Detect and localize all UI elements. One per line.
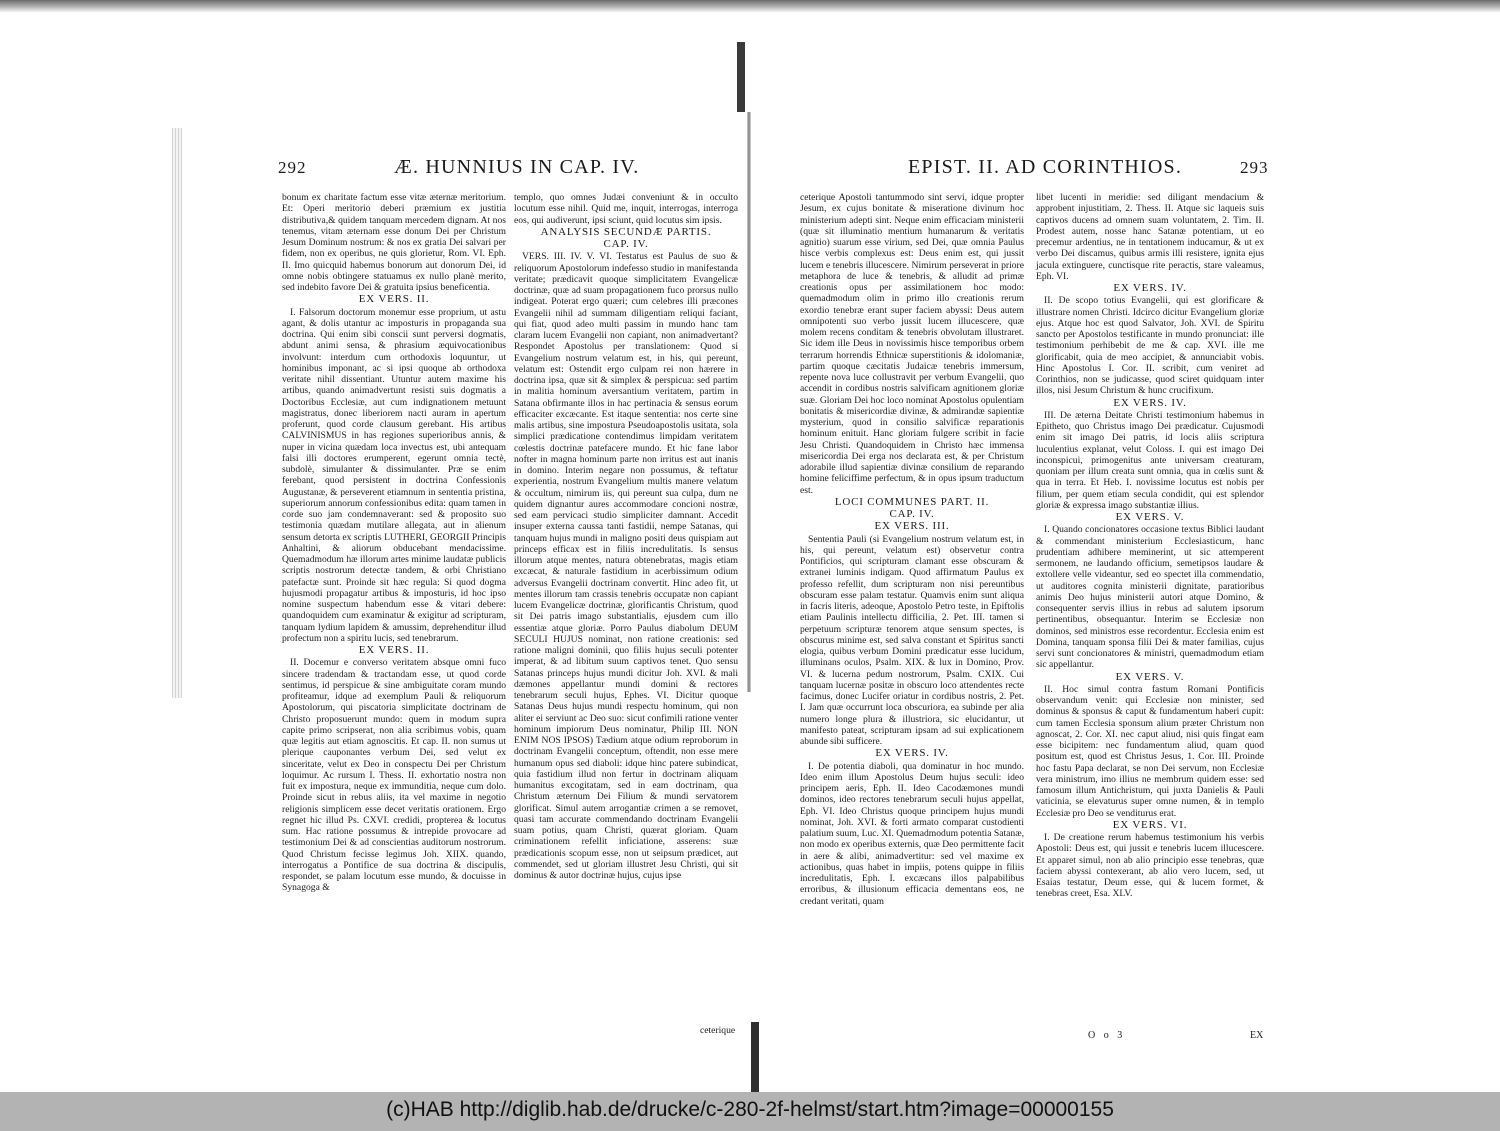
left-column-b xyxy=(514,192,738,881)
gutter-shadow-top xyxy=(737,42,745,112)
body-paragraph: I. De potentia diaboli, qua dominatur in hoc mundo. Ideo enim illum Apostolus Deum hujus seculi: ideo principem aeris, Eph. II. Ideo Cacodæmones mundi dominos, ideo rectores tenebrarum seculi hujus appellat, Eph. VI. Ideo Christus quoque principem hujus mundi nominat, Joh. XVI. & forti armato comparat custodienti palatium suum, Luc. XI. Quemadmodum potentia Satanæ, non modo ex operibus externis, quæ Deo permittente facit in aere & alibi, animadvertitur: sed vel maxime ex actionibus, quas habet in impiis, potens quippe in filiis incredulitatis, Eph. I. excæcans illos palpabilibus erroribus, & illusionum efficacia dementans eos, ne credant veritati, quam xyxy=(800,760,1024,907)
gutter-fold xyxy=(747,112,751,692)
left-page-number: 292 xyxy=(278,158,307,177)
section-heading: EX VERS. II. xyxy=(358,293,430,306)
section-heading: EX VERS. II. xyxy=(358,644,430,656)
left-running-head: Æ. HUNNIUS IN CAP. IV. xyxy=(394,156,640,178)
right-page-header xyxy=(800,140,1269,180)
right-running-head: EPIST. II. AD CORINTHIOS. xyxy=(908,156,1183,178)
right-catchword: EX xyxy=(1250,1030,1264,1041)
section-heading: CAP. IV. xyxy=(889,508,935,520)
body-paragraph: I. Quando concionatores occasione textus Biblici laudant & commendant ministerium Ecclesiasticum, hanc prudentiam adhibere meminerint, ut sic attemperent sermonem, ne laudando officium, semetipsos laudare & extollere velle videantur, sed eo spectet illa commendatio, ut auditores cognita ministerii dignitate, paratioribus animis Deo hujus ministerii autori atque Domino, & consequenter servis illius in rebus ad salutem ipsorum pertinentibus, obsequantur. Interim se Ecclesiæ non dominos, sed ministros esse recordentur. Ecclesia enim est Domina, tanquam sponsa filii Dei & mater familias, cujus servi sunt concionatores & ministri, quemadmodum etiam sic appellantur. xyxy=(1036,524,1264,671)
body-paragraph: Sententia Pauli (si Evangelium nostrum velatum est, in his, qui pereunt, velatum est) observetur contra Pontificios, qui scripturam clamant esse obscuram & extranei luminis indigam. Quod affirmatum Paulus ex professo refellit, dum scripturam non nisi pereuntibus obscuram esse palam testatur. Quamvis enim sunt aliqua in facris literis, adeoque, Apostolo Petro teste, in Epiftolis etiam Paulinis intellectu difficilia, 2. Pet. III. tamen si perpetuum scripturæ tenorem atque sensum spectes, is obscurus minime est, sed salva constant et Spiritus sancti elogia, quibus verbum Domini prædicatur esse lucidum, illuminans oculos, Psalm. XIX. & lux in Domino, Prov. VI. & lucerna pedum nostrorum, Psalm. CXIX. Cui tanquam lucernæ positæ in obscuro loco attendentes recte facimus, donec Lucifer oriatur in cordibus nostris, 2. Pet. I. Jam quæ occurrunt loca obscuriora, ea subinde per alia numero longe plura & illustriora, sic elucidantur, ut manifesto pateat, scripturam ipsam ad sui explicationem abunde sibi sufficere. xyxy=(800,533,1024,747)
right-column-b xyxy=(1036,192,1264,900)
signature-mark: O o 3 xyxy=(1088,1030,1126,1041)
body-paragraph: II. De scopo totius Evangelii, qui est glorificare & illustrare nomen Christi. Idcirco dicitur Evangelium gloriæ ejus. Atque hoc est quod Salvator, Joh. XVI. de Spiritu sancto per Apostolos testificante in mundo pronunciat: ille testimonium perhibebit de me & cap. XVI. ille me glorificabit, quia de meo accipiet, & annunciabit vobis. Hinc Apostolus I. Cor. II. scribit, cum veniret ad Corinthios, non se judicasse, quod sciret quidquam inter illos, nisi Jesum Christum & hunc crucifixum. xyxy=(1036,295,1264,397)
section-heading: CAP. IV. xyxy=(603,238,649,250)
body-paragraph: III. De æterna Deitate Christi testimonium habemus in Epitheto, quo Christus imago Dei prædicatur. Cujusmodi enim sit imago Dei patris, id locis aliis scriptura luculentius explanat, velut Coloss. I. qui est imago Dei inconspicui, primogenitus ante universam creaturam, quoniam per illum creata sunt omnia, qua in cœlis sunt & qua in terra. Et Heb. I. novissime locutus est nobis per filium, per quem etiam secula condidit, qui est splendor gloriæ & expressa imago substantiæ illius. xyxy=(1036,409,1264,511)
footer-bar xyxy=(0,1092,1500,1131)
left-page-header xyxy=(278,140,742,180)
body-paragraph: I. Falsorum doctorum monemur esse proprium, ut astu agant, & dolis utantur ac imposturis in propaganda sua doctrina. Qui enim sibi conscii sunt perversi dogmatis, abdunt animi sensa, & phrasium æquivocationibus involvunt: interdum cum orthodoxis loquuntur, ut hominibus imponant, ac si ipsi quoque ab orthodoxa veritate nihil dissentiant. Utuntur autem maxime his artibus, quando animadvertunt resisti suis dogmatis a Doctoribus Ecclesiæ, aut cum indignationem metuunt magistratus, donec liberiorem nacti auram in apertum proferunt, quod corde clausum gerebant. His artibus CALVINISMUS in has regiones superioribus annis, & nuper in vicina quædam loca invectus est, ubi antequam falsi illi doctores erumperent, egerunt omnia tectè, subdolè, simulanter & dissimulanter. Præ se enim ferebant, quod persistent in doctrina Confessionis Augustanæ, & perseverent etiamnum in sententia pristina, superiorum annorum confessionibus edita: quam tamen in corde suo jam condemnaverant: sed & proposito suo testimonia quædam mutilare allegata, aut in alienum sensum detorta ex scriptis LUTHERI, GEORGII Principis Anhaltini, & aliorum obducebant mendacissime. Quemadmodum hæ illorum artes minime laudatæ publicis scriptis nostrorum detectæ tandem, & orbi Christiano patefactæ sunt. Proinde sit hæc regula: Si quod dogma hujusmodi propagatur artibus & imposturis, id hoc ipso nomine suspectum habendum esse & vitari debere: quandoquidem cum examinatur & exigitur ad scripturam, tanquam lydium lapidem & amussim, deprehenditur illud profectum non a spiritu lucis, sed tenebrarum. xyxy=(282,306,506,644)
body-paragraph: bonum ex charitate factum esse vitæ æternæ meritorium. Et: Operi meritorio deberi præmium ex justitia distributiva,& quidem tanquam mercedem dignam. At nos tenemus, vitam æternam esse donum Dei per Christum Jesum Dominum nostrum: & nos ex gratia Dei salvari per fidem, non ex operibus, ne quis glorietur, Rom. VI. Eph. II. Imo quicquid habemus bonorum aut donorum Dei, id omne nobis obtingere statuamus ex nullo planè merito, sed indebito favore Dei & gratuita ipsius beneficentia. xyxy=(282,192,506,293)
section-heading: EX VERS. VI. xyxy=(1112,818,1188,831)
section-heading: EX VERS. V. xyxy=(1115,511,1185,523)
section-heading: ANALYSIS SECUNDÆ PARTIS. xyxy=(540,225,712,238)
body-paragraph: VERS. III. IV. V. VI. Testatus est Paulus de suo & reliquorum Apostolorum indefesso studio in manifestanda veritate; prædicavit quoque simplicitatem Evangelicæ doctrinæ, quæ ad suam propagationem fuco prorsus nullo indigeat. Poterat ergo quæri; cum celebres illi præcones Evangelii nihil ad summam diligentiam reliqui faciant, qui fiat, quod adeo multi passim in mundo hanc tam claram lucem Evangelii non capiant, non animadvertant? Respondet Apostolus per translationem: Quod si Evangelium nostrum velatum est, in his, qui pereunt, velatum est: Ostendit ergo culpam rei non hærere in doctrina ipsa, quæ sit & simplex & perspicua: sed partim in malitia hominum aversantium veritatem, partim in Satana obfirmante illos in hac pertinacia & sensus eorum efficaciter excæcante. Est itaque sententia: nos certe sine malis artibus, sine impostura Pseudoapostolis usitata, sola simplici prædicatione contendimus limpidam veritatem cœlestis doctrinæ patefacere mundo. Et hic fane labor nofter in magna hominum parte non irritus est aut inanis in domino. Interim negare non possumus, & teftatur experientia, nostrum Evangelium multis manere velatum & occultum, nimirum iis, qui pereunt sua culpa, dum ne quidem dignantur aures accommodare concioni nostræ, sed eam pervicaci studio simpliciter damnant. Accedit insuper externa caussa tanti fastidii, nempe Satanas, qui tanquam hujus mundi in maligno positi deus quispiam aut princeps efficax est in filiis incredulitatis. Is sensus illorum atque mentes, natura obtenebratas, magis etiam excæcat, & naturale fastidium in acerbissimum odium adversus Evangelii doctrinam convertit. Hinc adeo fit, ut mentes illorum tam crassis tenebris occupatæ non capiant lucem Evangelicæ doctrinæ, glorificantis Christum, quod sit Dei patris imago substantialis, ejusdem cum illo essentiæ atque gloriæ. Porro Paulus diabolum DEUM SECULI HUJUS nominat, non ratione creationis: sed ratione maligni dominii, quo filiis hujus seculi potenter imperat, & ad libitum suum captivos tenet. Quo sensu Satanas princeps hujus mundi dicitur Joh. XVI. & mali dæmones appellantur mundi domini & rectores tenebrarum seculi hujus, Ephes. VI. Dicitur quoque Satanas Deus hujus mundi respectu hominum, qui non aliter ei serviunt ac Deo suo: sicut confimili ratione venter hominum impiorum Deus nominatur, Philip III. NON ENIM NOS IPSOS) Tædium atque odium reproborum in doctrinam Evangelii conceptum, oftendit, non esse mere humanum opus sed diaboli: idque hinc patere subindicat, quia fastidium illud non fertur in doctrinam aliquam humanitus excogitatam, sed in eam doctrinam, qua Christum æternum Dei Filium & mundi servatorem glorificat. Simul autem arrogantiæ crimen a se removet, quasi tam accurate commendando doctrinam Evangelii suam potius, quam Christi, quærat gloriam. Quam criminationem refellit inficiatione, asserens: suæ prædicationis scopum esse, non ut seipsum prædicet, aut commendet, sed ut gloriam illustret Jesu Christi, qui sit dominus & autor doctrinæ hujus, cujus ipse xyxy=(514,251,738,881)
section-heading: EX VERS. III. xyxy=(874,520,950,533)
section-heading: EX VERS. IV. xyxy=(875,747,949,760)
page-edge-shadow xyxy=(172,128,182,698)
body-paragraph: II. Docemur e converso veritatem absque omni fuco sincere tradendam & tractandam esse, ut quod corde sentimus, id perspicue & sine ambiguitate coram mundo profiteamur, idque ad exemplum Pauli & reliquorum Apostolorum, qui piscatoria simplicitate doctrinam de Christo proposuerunt mundo: quem in modum supra capite primo scripserat, non alia scribimus vobis, quam quæ legitis aut etiam agnoscitis. Et cap. II. non sumus ut plerique cauponantes verbum Dei, sed velut ex sinceritate, velut ex Deo in conspectu Dei per Christum loquimur. Ac rursum I. Thess. II. exhortatio nostra non fuit ex impostura, neque ex immunditia, neque cum dolo. Proinde sicut in rebus aliis, ita vel maxime in negotio religionis simplicem esse decet veritatis orationem. Ergo regnet hic illud Ps. CXVI. credidi, propterea & locutus sum. Hac ratione possumus & intrepide provocare ad testimonium Dei & ad conscientias auditorum nostrorum. Quod Christum fecisse legimus Joh. XIIX. quando, interrogatus a Pontifice de sua doctrina & discipulis, respondet, se palam locutum esse mundo, & docuisse in Synagoga & xyxy=(282,657,506,894)
footer-credit-link[interactable]: (c)HAB http://diglib.hab.de/drucke/c-280-2f-helmst/start.htm?image=00000155 xyxy=(386,1098,1114,1121)
left-page xyxy=(278,140,742,894)
body-paragraph: I. De creatione rerum habemus testimonium his verbis Apostoli: Deus est, qui jussit e tenebris lucem illucescere. Et apparet simul, non ab alio principio esse tenebras, quæ faciem abyssi contexerant, ab alio vero lucem, sed, ut Esaias testatur, Deum esse, qui & lucem formet, & tenebras creet, Esa. XLV. xyxy=(1036,832,1264,900)
gutter-shadow-bottom xyxy=(751,1022,759,1102)
body-paragraph: II. Hoc simul contra fastum Romani Pontificis observandum venit: qui Ecclesiæ non minister, sed dominus & sponsus & caput & fundamentum haberi cupit: cum tamen Ecclesia sponsum alium præter Christum non agnoscat, 2. Cor. XI. nec caput aliud, nisi quis fingat eam esse bicipitem: nec fundamentum aliud, quam quod positum est, quod est Christus Jesus, 1. Cor. III. Proinde hoc fastu Papa declarat, se non Dei servum, non Ecclesiæ vera ministrum, imo illius ne membrum quidem esse: sed famosum illum Antichristum, qui juxta Danielis & Pauli vaticinia, se elevaturus super omne numen, & in templo Ecclesiæ pro Deo se venditurus erat. xyxy=(1036,683,1264,819)
scan-top-edge xyxy=(0,0,1500,12)
body-paragraph: ceterique Apostoli tantummodo sint servi, idque propter Jesum, ex cujus bonitate & miseratione divinum hoc ministerium adepti sint. Neque enim efficaciam ministerii (quæ sit illuminatio mentium humanarum & veritatis agnitio) suarum esse virium, sed Dei, quæ omnia Paulus hisce verbis complexus est: Deus enim est, qui jussit lucem e tenebris illucescere. Nimirum perseverat in priore metaphora de luce & tenebris, & alludit ad primæ creationis opus per assimilationem hoc modo: quemadmodum olim in primo illo creationis rerum exordio tenebræ erant super faciem abyssi: Deus autem omnipotenti suo verbo jussit lucem illucescere, quæ molem recens conditam & tenebris obvolutam illustraret. Sic idem ille Deus in novissimis hisce temporibus orbem terrarum horrendis Ethnicæ superstitionis & idolomaniæ, partim quoque cæcitatis Judaicæ tenebris immersum, repente nova luce collustravit per verbum Evangelii, quo accendit in cordibus nostris salvificam agnitionem gloriæ suæ. Gloriam Dei hoc loco nominat Apostolus opulentiam bonitatis & misericordiæ divinæ, & admirandæ sapientiæ mysterium, quod in consilio salvificæ reparationis hominum enituit. Hanc gloriam fulgere scribit in facie Jesu Christi. Quandoquidem in Christo hæc immensa misericordia Dei erga nos declarata est, & per Christum adorabile illud sapientiæ divinæ consilium de reparando homine feliciffime perfectum, & in opus ipsum traductum est. xyxy=(800,192,1024,496)
left-catchword: ceterique xyxy=(700,1025,736,1036)
section-heading: EX VERS. IV. xyxy=(1113,282,1187,294)
left-column-a xyxy=(282,192,506,894)
right-column-a xyxy=(800,192,1024,907)
body-paragraph: templo, quo omnes Judæi conveniunt & in occulto locutum esse nihil. Quid me, inquit, interrogas, interroga eos, qui audiverunt, ipsi sciunt, quid locutus sim ipsis. xyxy=(514,192,738,226)
section-heading: EX VERS. V. xyxy=(1115,670,1185,683)
section-heading: LOCI COMMUNES PART. II. xyxy=(834,495,990,508)
body-paragraph: libet lucenti in meridie: sed diligant mendacium & approbent injustitiam, 2. Thess. II. Atque sic laqueis suis captivos ducens ad omnem suam voluntatem, 2. Tim. II. Prodest autem, nosse hanc Satanæ potentiam, ut eo precemur ardentius, ne in tentationem inducamur, & ut ex verbo Dei discamus, quibus armis illi resistere, ignita ejus jacula extinguere, cunctisque rite peractis, stare valeamus, Eph. VI. xyxy=(1036,192,1264,282)
right-page-number: 293 xyxy=(1240,158,1269,177)
right-page xyxy=(800,140,1269,907)
section-heading: EX VERS. IV. xyxy=(1113,396,1187,409)
